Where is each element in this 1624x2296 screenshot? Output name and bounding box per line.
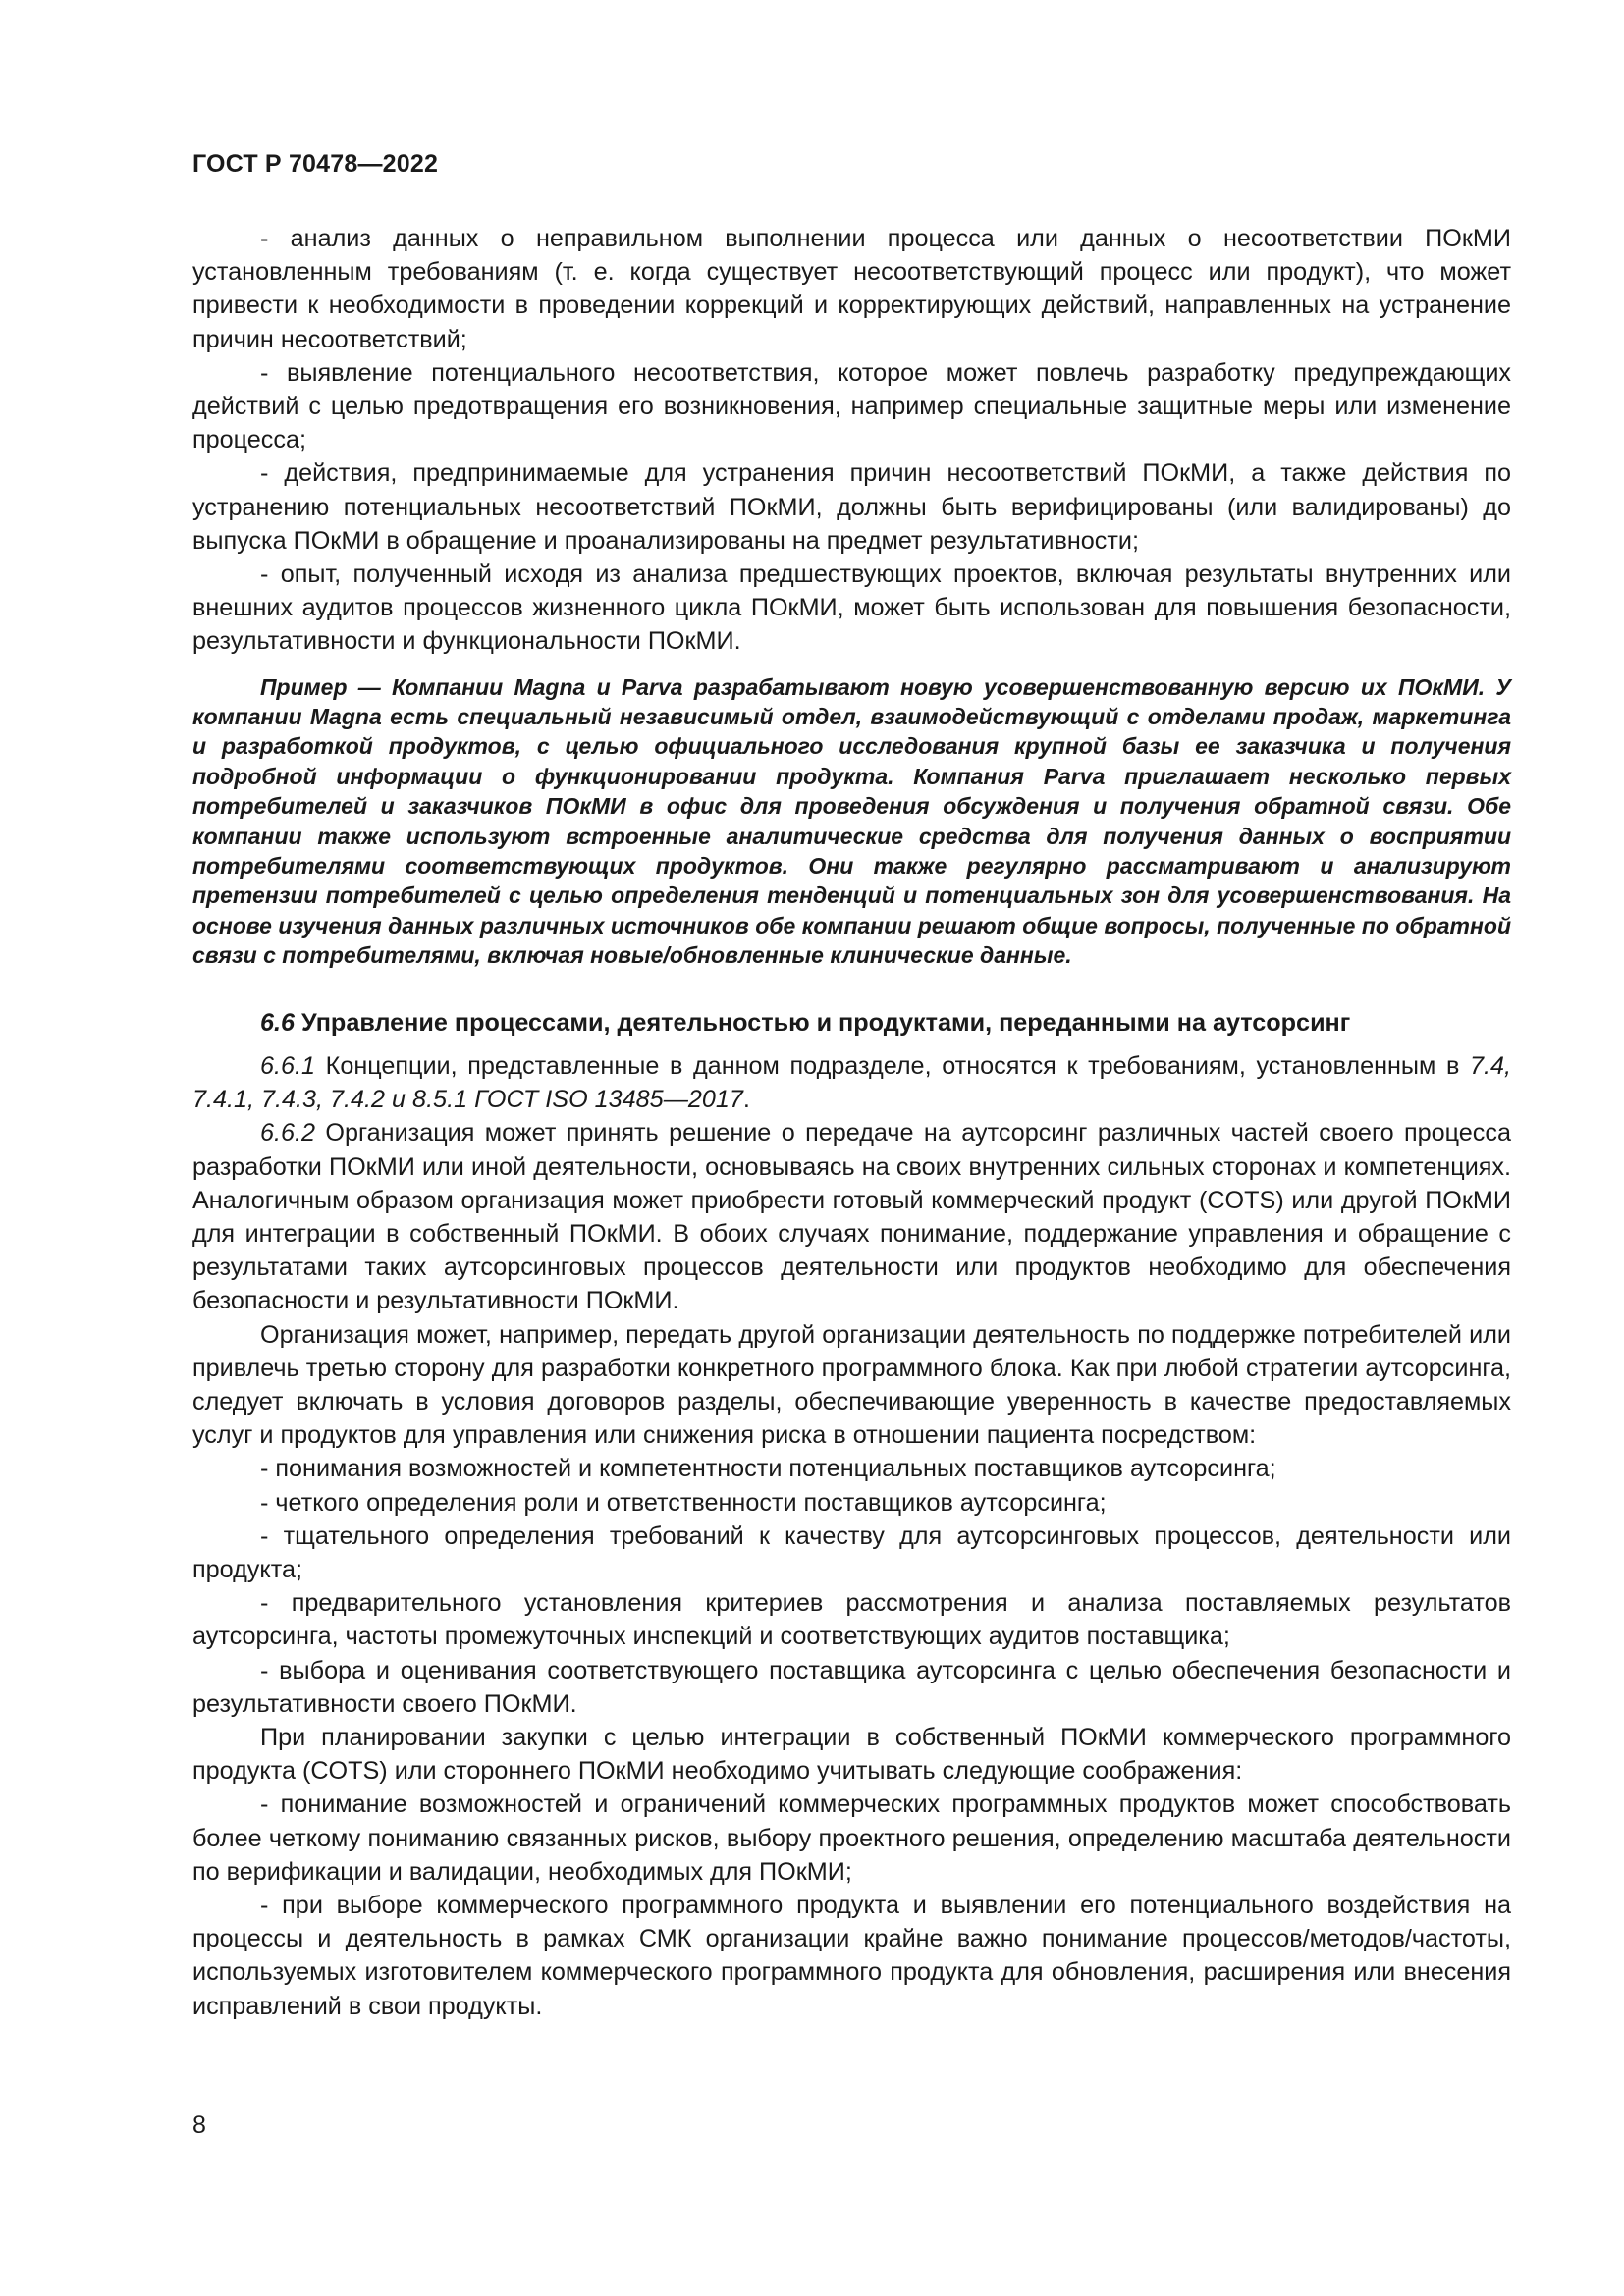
list-item: - предварительного установления критериев рассмотрения и анализа поставляемых результатов аутсорсинга, частоты промежуточных инспекций и соответствующих аудитов поставщика; <box>192 1589 1511 1651</box>
paragraph-6-6-2 <box>192 1116 1511 1317</box>
list-item: - при выборе коммерческого программного продукта и выявлении его потенциального воздействия на процессы и деятельность в рамках СМК организации крайне важно понимание процессов/методов/частоты, используемых изготовителем коммерческого программного продукта для обновления, расширения или внесения исправлений в свои продукты. <box>192 1891 1511 2020</box>
list-item: - понимание возможностей и ограничений коммерческих программных продуктов может способствовать более четкому пониманию связанных рисков, выбору проектного решения, определению масштаба деятельности по верификации и валидации, необходимых для ПОкМИ; <box>192 1790 1511 1886</box>
paragraph-organization: Организация может, например, передать другой организации деятельность по поддержке потребителей или привлечь третью сторону для разработки конкретного программного блока. Как при любой стратегии аутсорсинга, следует включать в условия договоров разделы, обеспечивающие уверенность в качестве предоставляемых услуг и продуктов для управления или снижения риска в отношении пациента посредством: <box>192 1320 1511 1450</box>
list-item: - четкого определения роли и ответственности поставщиков аутсорсинга; <box>260 1488 1107 1517</box>
section-title: Управление процессами, деятельностью и продуктами, переданными на аутсорсинг <box>295 1008 1351 1037</box>
clause-number: 6.6.1 <box>260 1051 316 1080</box>
paragraph-planning: При планировании закупки с целью интеграции в собственный ПОкМИ коммерческого программного продукта (COTS) или стороннего ПОкМИ необходимо учитывать следующие соображения: <box>192 1723 1511 1786</box>
list-item: - опыт, полученный исходя из анализа предшествующих проектов, включая результаты внутренних или внешних аудитов процессов жизненного цикла ПОкМИ, может быть использован для повышения безопасности, результативности и функциональности ПОкМИ. <box>192 561 1511 656</box>
standard-reference: 7.4, 7.4.1, 7.4.3, 7.4.2 и 8.5.1 ГОСТ ISO 13485—2017 <box>192 1051 1511 1114</box>
paragraph-text: Организация может принять решение о передаче на аутсорсинг различных частей своего процесса разработки ПОкМИ или иной деятельности, основываясь на своих внутренних сильных сторонах и компетенциях. Аналогичным образом организация может приобрести готовый коммерческий продукт (COTS) или другой ПОкМИ для интеграции в собственный ПОкМИ. В обоих случаях понимание, поддержание управления и обращение с результатами таких аутсорсинговых процессов деятельности или продуктов необходимо для обеспечения безопасности и результативности ПОкМИ. <box>192 1119 1511 1315</box>
section-number: 6.6 <box>260 1008 296 1037</box>
section-heading <box>192 1006 1511 1040</box>
page-body <box>192 222 1511 2023</box>
list-item: - действия, предпринимаемые для устранения причин несоответствий ПОкМИ, а также действия по устранению потенциальных несоответствий ПОкМИ, должны быть верифицированы (или валидированы) до выпуска ПОкМИ в обращение и проанализированы на предмет результативности; <box>192 459 1511 555</box>
list-item: - анализ данных о неправильном выполнении процесса или данных о несоответствии ПОкМИ установленным требованиям (т. е. когда существует несоответствующий процесс или продукт), что может привести к необходимости в проведении коррекций и корректирующих действий, направленных на устранение причин несоответствий; <box>192 225 1511 353</box>
paragraph-text: Концепции, представленные в данном подразделе, относятся к требованиям, установленным в <box>315 1051 1470 1080</box>
list-item: - понимания возможностей и компетентности потенциальных поставщиков аутсорсинга; <box>260 1455 1276 1483</box>
document-code-header: ГОСТ Р 70478—2022 <box>192 150 439 178</box>
page-number: 8 <box>192 2111 206 2139</box>
list-item: - выбора и оценивания соответствующего поставщика аутсорсинга с целью обеспечения безопасности и результативности своего ПОкМИ. <box>192 1656 1511 1718</box>
example-note: Пример — Компании Magna и Parva разрабатывают новую усовершенствованную версию их ПОкМИ. У компании Magna есть специальный независимый отдел, взаимодействующий с отделами продаж, маркетинга и разработкой продуктов, с целью официального исследования крупной базы ее заказчика и получения подробной информации о функционировании продукта. Компания Parva приглашает несколько первых потребителей и заказчиков ПОкМИ в офис для проведения обсуждения и получения обратной связи. Обе компании также используют встроенные аналитические средства для получения данных о восприятии потребителями соответствующих продуктов. Они также регулярно рассматривают и анализируют претензии потребителей с целью определения тенденций и потенциальных зон для усовершенствования. На основе изучения данных различных источников обе компании решают общие вопросы, полученные по обратной связи с потребителями, включая новые/обновленные клинические данные. <box>192 673 1511 969</box>
list-item: - тщательного определения требований к качеству для аутсорсинговых процессов, деятельности или продукта; <box>192 1522 1511 1583</box>
paragraph-end: . <box>742 1086 750 1114</box>
list-item: - выявление потенциального несоответствия, которое может повлечь разработку предупреждающих действий с целью предотвращения его возникновения, например специальные защитные меры или изменение процесса; <box>192 358 1511 454</box>
clause-number: 6.6.2 <box>260 1119 316 1148</box>
paragraph-6-6-1 <box>192 1049 1511 1116</box>
